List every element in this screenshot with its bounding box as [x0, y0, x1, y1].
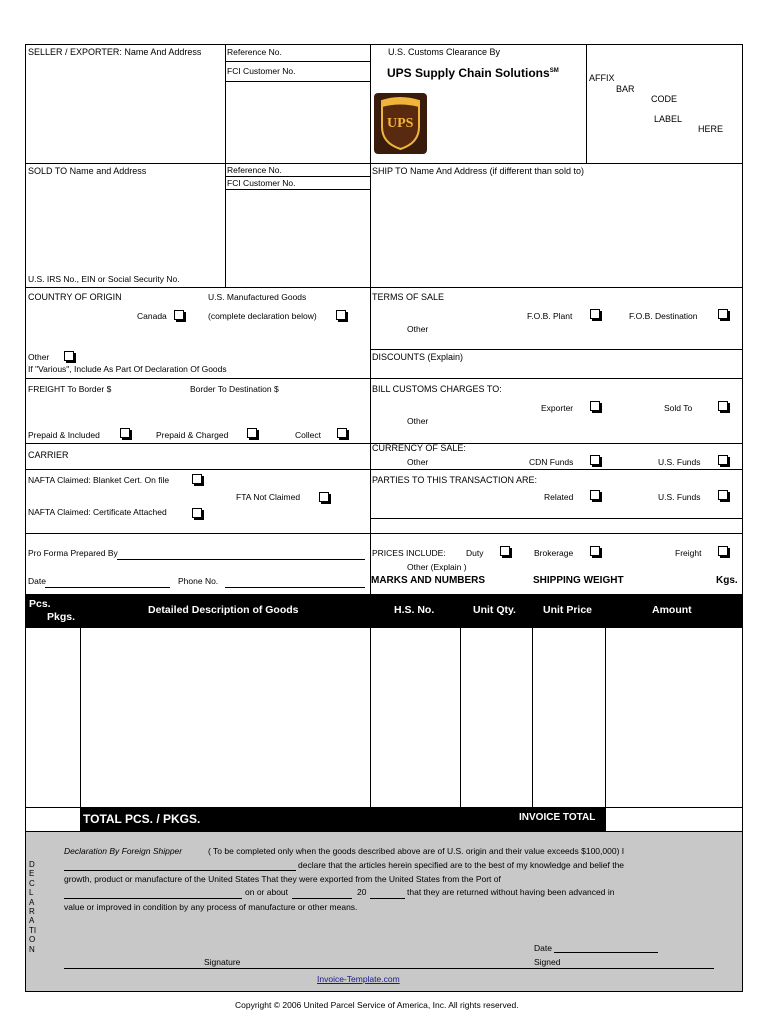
canada-checkbox[interactable] [174, 310, 184, 320]
terms-other-label: Other [407, 324, 429, 334]
terms-title: TERMS OF SALE [372, 292, 445, 302]
divider [25, 378, 743, 379]
col-amount: Amount [652, 604, 692, 616]
fob-plant-checkbox[interactable] [590, 309, 600, 319]
prices-title: PRICES INCLUDE: [372, 548, 446, 558]
divider [586, 44, 587, 164]
proforma-line [117, 559, 365, 560]
invoice-template-link[interactable]: Invoice-Template.com [317, 974, 400, 984]
canada-label: Canada [137, 311, 167, 321]
divider [25, 533, 743, 534]
collect-checkbox[interactable] [337, 428, 347, 438]
prices-other-label: Other (Explain ) [407, 562, 467, 572]
fob-destination-label: F.O.B. Destination [629, 311, 698, 321]
declaration-date-line [554, 952, 658, 953]
declaration-line3: growth, product or manufacture of the United States That they were exported from the United States from the Port of [64, 874, 501, 884]
divider [605, 628, 606, 831]
customs-clearance-label: U.S. Customs Clearance By [388, 47, 501, 57]
signature-line [64, 968, 714, 969]
phone-line [225, 587, 365, 588]
proforma-date-label: Date [28, 576, 46, 586]
prepaid-included-label: Prepaid & Included [28, 430, 100, 440]
border-destination-label: Border To Destination $ [190, 384, 279, 394]
table-header [25, 594, 743, 628]
declaration-line2: declare that the articles herein specified are to the best of my knowledge and belief the [298, 860, 625, 870]
sold-fci-label: FCI Customer No. [227, 178, 296, 188]
col-pkgs: Pkgs. [47, 611, 76, 623]
us-goods-checkbox[interactable] [336, 310, 346, 320]
nafta-attached-checkbox[interactable] [192, 508, 202, 518]
barcode-affix: AFFIX [589, 73, 615, 83]
exporter-checkbox[interactable] [590, 401, 600, 411]
declaration-line1: ( To be completed only when the goods described above are of U.S. origin and their value exceeds $100,000) I [208, 846, 625, 856]
fta-not-claimed-checkbox[interactable] [319, 492, 329, 502]
col-unit-price: Unit Price [543, 604, 593, 616]
date-blank-line [292, 898, 352, 899]
currency-other-label: Other [407, 457, 429, 467]
phone-label: Phone No. [178, 576, 219, 586]
duty-checkbox[interactable] [500, 546, 510, 556]
marks-numbers-label: MARKS AND NUMBERS [371, 575, 486, 586]
date-line [45, 587, 170, 588]
invoice-total-label: INVOICE TOTAL [519, 812, 596, 823]
collect-label: Collect [295, 430, 321, 440]
divider [370, 349, 743, 350]
divider [460, 628, 461, 807]
irs-label: U.S. IRS No., EIN or Social Security No. [28, 274, 180, 284]
cdn-funds-checkbox[interactable] [590, 455, 600, 465]
sold-reference-label: Reference No. [227, 165, 282, 175]
nafta-blanket-checkbox[interactable] [192, 474, 202, 484]
total-pcs-label: TOTAL PCS. / PKGS. [83, 812, 201, 826]
divider [225, 176, 370, 177]
divider [25, 469, 743, 470]
fob-plant-label: F.O.B. Plant [527, 311, 573, 321]
bill-customs-title: BILL CUSTOMS CHARGES TO: [372, 384, 502, 394]
carrier-title: CARRIER [28, 450, 69, 460]
us-funds-label: U.S. Funds [658, 457, 701, 467]
seller-reference-label: Reference No. [227, 47, 282, 57]
divider [80, 628, 81, 831]
declaration-vertical: DECLARATION [29, 860, 37, 954]
signature-label: Signature [204, 957, 241, 967]
kgs-label: Kgs. [716, 575, 738, 586]
port-line [64, 898, 242, 899]
related-label: Related [544, 492, 574, 502]
related-checkbox[interactable] [590, 490, 600, 500]
fta-not-claimed-label: FTA Not Claimed [236, 492, 301, 502]
declaration-title: Declaration By Foreign Shipper [64, 846, 183, 856]
freight-checkbox[interactable] [718, 546, 728, 556]
declaration-line5: value or improved in condition by any process of manufacture or other means. [64, 902, 358, 912]
us-goods-label: U.S. Manufactured Goods [208, 292, 307, 302]
declaration-date-label: Date [534, 943, 552, 953]
year-line [370, 898, 405, 899]
divider [25, 163, 743, 164]
divider [370, 518, 743, 519]
complete-declaration-label: (complete declaration below) [208, 311, 317, 321]
col-pcs: Pcs. [29, 598, 51, 610]
divider [225, 81, 370, 82]
nafta-attached-label: NAFTA Claimed: Certificate Attached [28, 507, 167, 517]
proforma-label: Pro Forma Prepared By [28, 548, 118, 558]
barcode-code: CODE [651, 94, 678, 104]
service-mark: SM [549, 68, 559, 74]
sold-to-title: SOLD TO Name and Address [28, 166, 147, 176]
nafta-blanket-label: NAFTA Claimed: Blanket Cert. On file [28, 475, 170, 485]
ups-logo-text: UPS [387, 116, 414, 131]
prepaid-included-checkbox[interactable] [120, 428, 130, 438]
currency-title: CURRENCY OF SALE: [372, 443, 466, 453]
col-description: Detailed Description of Goods [148, 604, 299, 616]
duty-label: Duty [466, 548, 484, 558]
fob-destination-checkbox[interactable] [718, 309, 728, 319]
parties-title: PARTIES TO THIS TRANSACTION ARE: [372, 475, 538, 485]
prepaid-charged-label: Prepaid & Charged [156, 430, 229, 440]
col-hs-no: H.S. No. [394, 604, 435, 616]
discounts-title: DISCOUNTS (Explain) [372, 352, 464, 362]
signed-label: Signed [534, 957, 561, 967]
seller-title: SELLER / EXPORTER: Name And Address [28, 47, 202, 57]
ups-company-name [387, 64, 559, 80]
seller-fci-label: FCI Customer No. [227, 66, 296, 76]
ups-logo [374, 93, 427, 154]
barcode-label: LABEL [654, 114, 683, 124]
copyright: Copyright © 2006 United Parcel Service of America, Inc. All rights reserved. [235, 1000, 519, 1010]
divider [370, 44, 371, 807]
shipping-weight-label: SHIPPING WEIGHT [533, 575, 624, 586]
origin-title: COUNTRY OF ORIGIN [28, 292, 122, 302]
divider [225, 61, 370, 62]
cdn-funds-label: CDN Funds [529, 457, 574, 467]
parties-us-funds-label: U.S. Funds [658, 492, 701, 502]
ship-to-title: SHIP TO Name And Address (if different than sold to) [372, 166, 584, 176]
origin-other-label: Other [28, 352, 50, 362]
declarant-name-line [64, 870, 296, 871]
declaration-line4: that they are returned without having been advanced in [407, 887, 615, 897]
bill-other-label: Other [407, 416, 429, 426]
freight-label: Freight [675, 548, 702, 558]
company-name: UPS Supply Chain Solutions [387, 66, 550, 80]
exporter-label: Exporter [541, 403, 574, 413]
us-funds-checkbox[interactable] [718, 455, 728, 465]
barcode-bar: BAR [616, 84, 635, 94]
freight-title: FREIGHT To Border $ [28, 384, 112, 394]
origin-other-checkbox[interactable] [64, 351, 74, 361]
on-or-about-label: on or about [245, 887, 289, 897]
divider [532, 628, 533, 807]
various-note: If "Various", Include As Part Of Declaration Of Goods [28, 364, 227, 374]
divider [225, 189, 370, 190]
parties-us-funds-checkbox[interactable] [718, 490, 728, 500]
brokerage-label: Brokerage [534, 548, 574, 558]
year-label: 20 [357, 887, 367, 897]
prepaid-charged-checkbox[interactable] [247, 428, 257, 438]
col-unit-qty: Unit Qty. [473, 604, 516, 616]
sold-to-label: Sold To [664, 403, 693, 413]
brokerage-checkbox[interactable] [590, 546, 600, 556]
barcode-here: HERE [698, 124, 724, 134]
divider [25, 287, 743, 288]
sold-to-checkbox[interactable] [718, 401, 728, 411]
